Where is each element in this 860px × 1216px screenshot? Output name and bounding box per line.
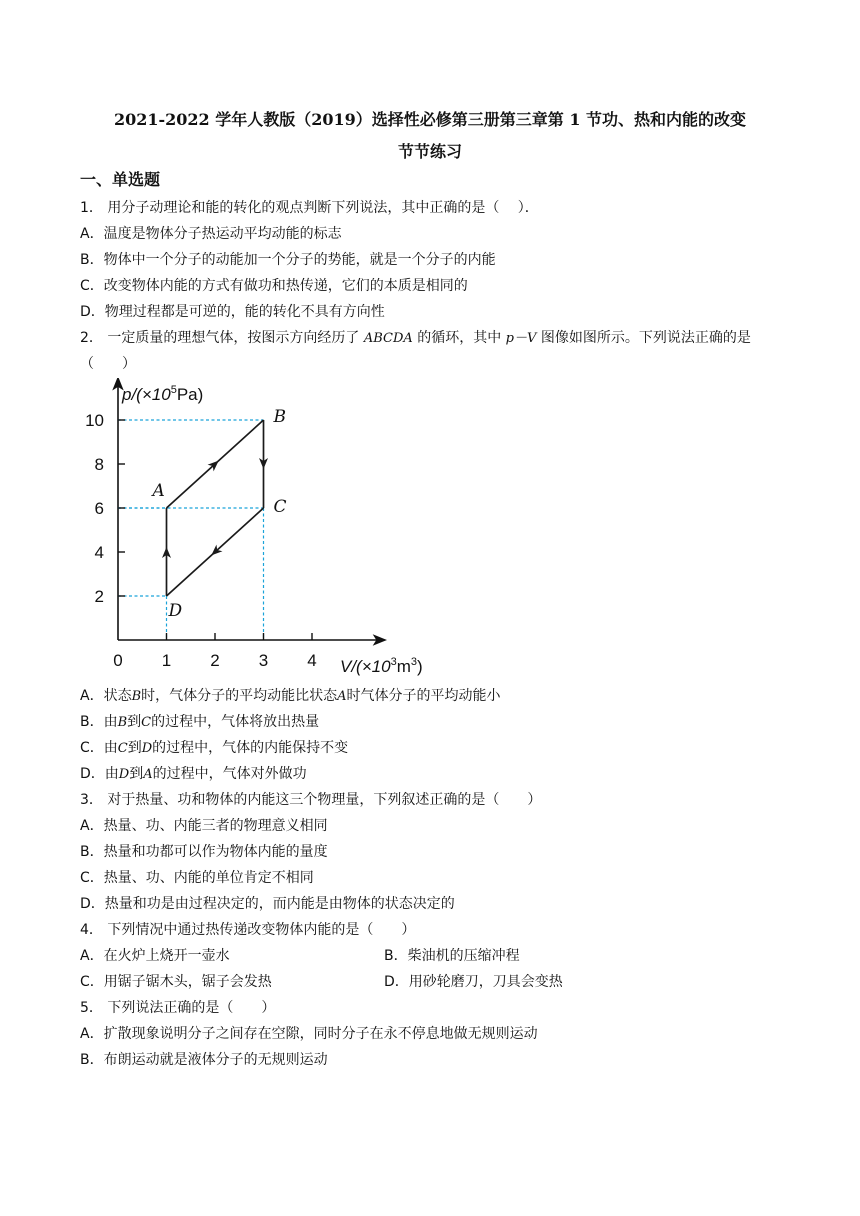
y-tick-label: 4: [94, 543, 104, 562]
q5-option-a: A．扩散现象说明分子之间存在空隙，同时分子在永不停息地做无规则运动: [80, 1026, 538, 1042]
q1-option-b: B．物体中一个分子的动能加一个分子的势能，就是一个分子的内能: [80, 252, 496, 268]
q4-option-c: C．用锯子锯木头，锯子会发热: [80, 974, 272, 990]
x-tick-label: 2: [210, 651, 220, 670]
q5-option-b: B．布朗运动就是液体分子的无规则运动: [80, 1052, 328, 1068]
q3-stem: 3． 对于热量、功和物体的内能这三个物理量，下列叙述正确的是（ ）: [80, 792, 542, 808]
q1-option-a: A．温度是物体分子热运动平均动能的标志: [80, 226, 342, 242]
q2-stem: [80, 328, 751, 349]
q2-option-a: [80, 686, 501, 707]
q2-a-suffix: 时气体分子的平均动能小: [346, 688, 501, 704]
q2-b-prefix: B．由: [80, 714, 118, 730]
q2-d-var1: D: [118, 767, 130, 782]
q2-c-suffix: 的过程中，气体的内能保持不变: [152, 740, 349, 756]
q2-c-var2: D: [141, 741, 153, 756]
q3-option-a: A．热量、功、内能三者的物理意义相同: [80, 818, 328, 834]
x-tick-label: 3: [258, 651, 269, 670]
q3-option-b: B．热量和功都可以作为物体内能的量度: [80, 844, 328, 860]
q2-b-var2: C: [141, 715, 152, 730]
y-tick-label: 8: [94, 455, 104, 474]
q1-stem: 1． 用分子动理论和能的转化的观点判断下列说法，其中正确的是（ ）．: [80, 200, 539, 216]
y-tick-label: 10: [85, 411, 104, 430]
q2-stem-part-c: 图像如图所示。下列说法正确的是: [540, 330, 751, 346]
q2-a-prefix: A．状态: [80, 688, 132, 704]
q2-stem-part-b: 的循环，其中: [417, 330, 502, 346]
q2-option-c: [80, 738, 348, 759]
x-tick-label: 4: [307, 651, 317, 670]
q2-stem-paren: （ ）: [80, 356, 136, 372]
q2-b-suffix: 的过程中，气体将放出热量: [151, 714, 320, 730]
q1-option-c: C．改变物体内能的方式有做功和热传递，它们的本质是相同的: [80, 278, 468, 294]
y-tick-label: 6: [94, 499, 104, 518]
q5-stem: 5． 下列说法正确的是（ ）: [80, 1000, 276, 1016]
q2-d-suffix: 的过程中，气体对外做功: [152, 766, 307, 782]
q2-d-var2: A: [143, 767, 153, 782]
q2-d-mid: 到: [129, 766, 144, 782]
q2-c-prefix: C．由: [80, 740, 118, 756]
q2-b-mid: 到: [127, 714, 142, 730]
x-axis-label: $V/(\times 10^3m^3)$: [340, 656, 423, 676]
y-axis-label: $p/(\times 10^5Pa)$: [122, 384, 204, 404]
x-tick-label: 1: [161, 651, 172, 670]
q4-option-b: B．柴油机的压缩冲程: [384, 948, 520, 964]
q2-stem-part-a: 2． 一定质量的理想气体，按图示方向经历了: [80, 330, 360, 346]
q2-a-mid: 时，气体分子的平均动能比状态: [141, 688, 338, 704]
q3-option-d: D．热量和功是由过程决定的，而内能是由物体的状态决定的: [80, 896, 455, 912]
y-tick-label: 2: [94, 587, 104, 606]
q2-option-b: [80, 712, 319, 733]
point-label-B: B: [273, 407, 286, 427]
q3-option-c: C．热量、功、内能的单位肯定不相同: [80, 870, 314, 886]
title-line-1: 2021-2022 学年人教版（2019）选择性必修第三册第三章第 1 节功、热和内能的改变: [113, 110, 747, 129]
q2-c-mid: 到: [127, 740, 142, 756]
q4-option-d: D．用砂轮磨刀，刀具会变热: [384, 974, 563, 990]
q2-c-var1: C: [117, 741, 128, 756]
point-label-C: C: [273, 497, 287, 517]
point-label-A: A: [152, 481, 165, 501]
q2-option-d: [80, 764, 307, 785]
q2-stem-pv: p－V: [505, 331, 537, 346]
q2-stem-cycle: ABCDA: [363, 331, 413, 346]
origin-label: 0: [113, 651, 123, 670]
q2-a-var1: B: [131, 689, 142, 704]
point-label-D: D: [168, 601, 183, 621]
q1-option-d: D．物理过程都是可逆的，能的转化不具有方向性: [80, 304, 385, 320]
pv-diagram: [74, 378, 434, 683]
q2-a-var2: A: [337, 689, 347, 704]
q4-stem: 4． 下列情况中通过热传递改变物体内能的是（ ）: [80, 922, 416, 938]
section-heading: 一、单选题: [80, 170, 161, 189]
title-line-2: 节节练习: [397, 142, 462, 161]
q4-option-a: A．在火炉上烧开一壶水: [80, 948, 230, 964]
q2-b-var1: B: [117, 715, 128, 730]
q2-d-prefix: D．由: [80, 766, 119, 782]
